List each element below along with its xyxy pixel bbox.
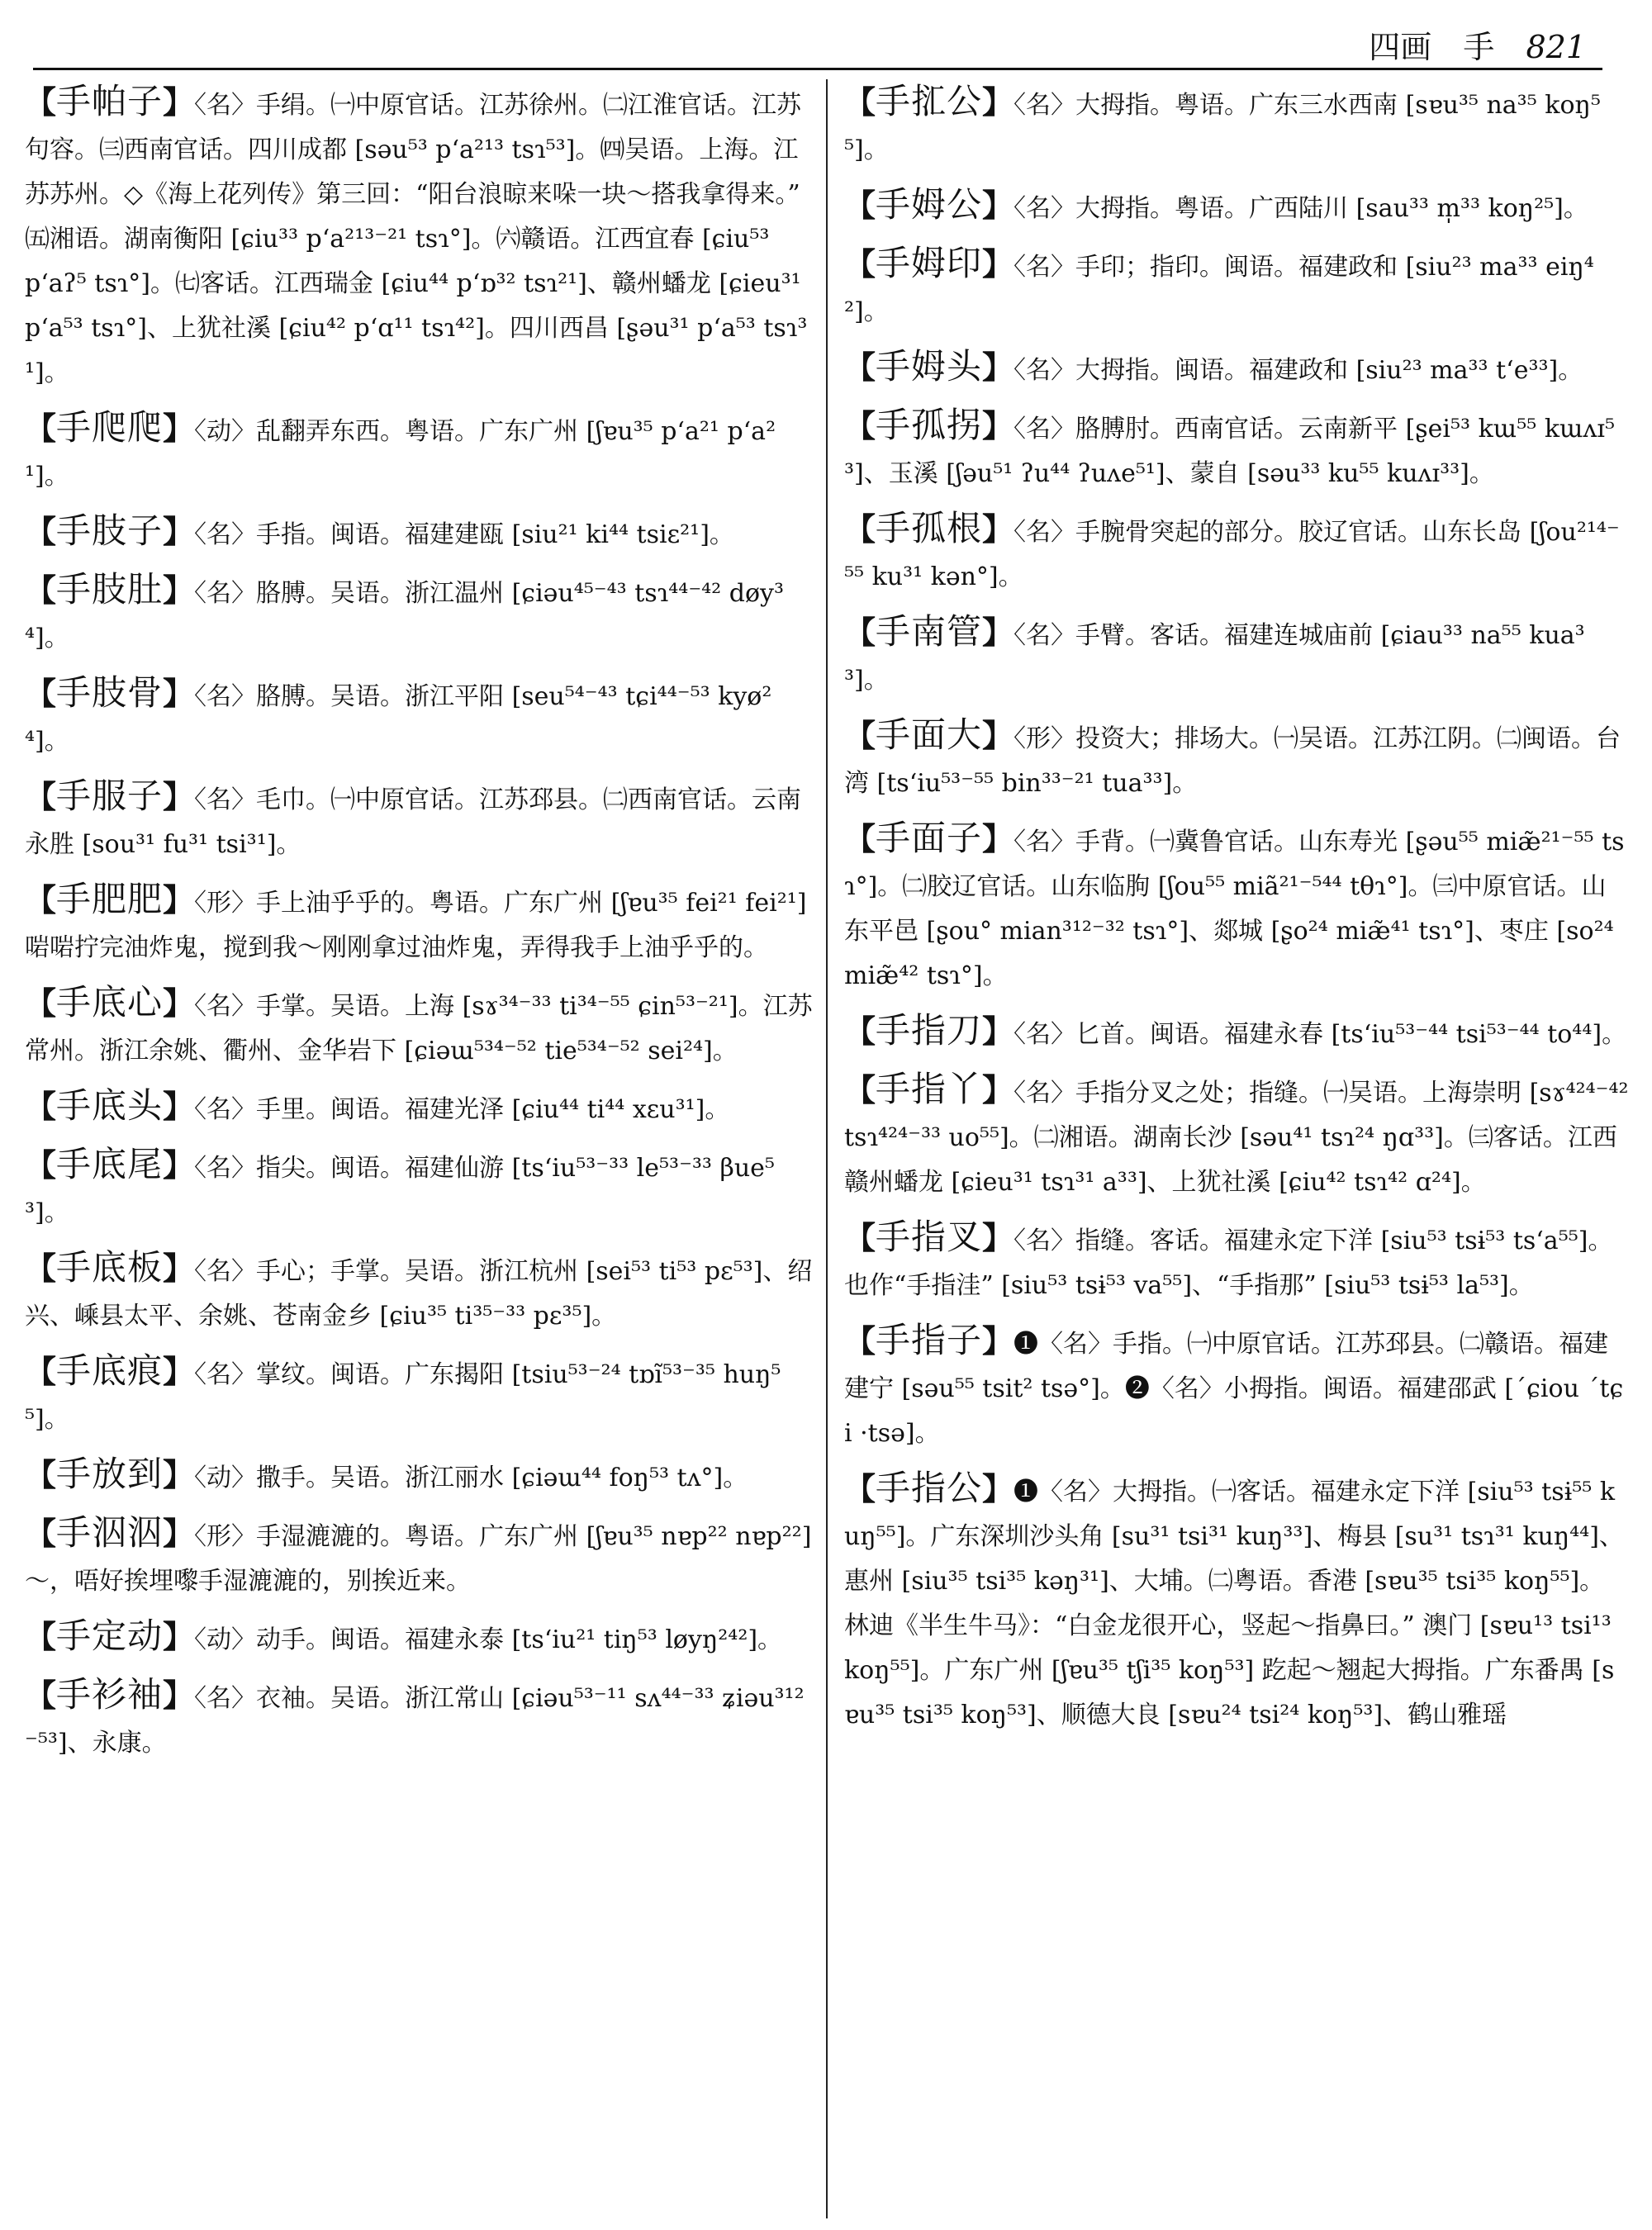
headword-bracket-close: 】 [982,187,1014,224]
headword-bracket-close: 】 [982,614,1014,651]
headword-bracket-open: 【 [844,187,876,224]
entry-headword: 手底痕 [56,1350,164,1391]
entry-headword: 手姆印 [876,243,983,283]
header-rule [33,68,1602,70]
entry-headword: 手底心 [56,982,164,1022]
entry-definition: 〈名〉大拇指。粤语。广东三水西南 [sɐu³⁵ na³⁵ koŋ⁵⁵]。 [844,91,1601,164]
headword-bracket-close: 】 [163,1456,195,1493]
headword-bracket-open: 【 [844,1322,876,1359]
dictionary-entry [844,183,1629,231]
headword-bracket-close: 】 [163,410,195,447]
entry-headword: 手肥肥 [56,879,164,919]
headword-bracket-close: 】 [163,1677,195,1714]
headword-bracket-open: 【 [25,1250,57,1287]
headword-bracket-close: 】 [982,349,1014,386]
headword-bracket-close: 】 [982,1071,1014,1108]
headword-bracket-close: 】 [982,1219,1014,1256]
dictionary-entry [844,610,1629,703]
entry-headword: 手面大 [876,714,983,755]
entry-definition: 〈形〉手上油乎乎的。粤语。广东广州 [ʃɐu³⁵ fei²¹ fei²¹] 啱啱拧完油炸鬼，搅到我～刚刚拿过油炸鬼，弄得我手上油乎乎的。 [25,889,807,962]
entry-definition: 〈名〉大拇指。粤语。广西陆川 [sau³³ m̩³³ koŋ²⁵]。 [1014,194,1588,223]
entry-definition: 〈名〉手掌。吴语。上海 [sɤ³⁴⁻³³ ti³⁴⁻⁵⁵ ɕin⁵³⁻²¹]。江苏常州。浙江余姚、衢州、金华岩下 [ɕiәɯ⁵³⁴⁻⁵² tie⁵³⁴⁻⁵² sei²⁴]。 [25,992,813,1065]
dictionary-entry [25,1511,814,1604]
headword-bracket-open: 【 [25,1146,57,1184]
headword-bracket-close: 】 [982,407,1014,444]
entry-definition: 〈动〉撒手。吴语。浙江丽水 [ɕiәɯ⁴⁴ foŋ⁵³ tʌ°]。 [194,1464,748,1492]
headword-bracket-close: 】 [163,513,195,550]
headword-bracket-close: 】 [982,245,1014,282]
entry-definition: 〈名〉手臂。客话。福建连城庙前 [ɕiau³³ na⁵⁵ kua³³]。 [844,621,1585,695]
entry-definition: 〈名〉手心；手掌。吴语。浙江杭州 [sei⁵³ ti⁵³ pɛ⁵³]、绍兴、嵊县太平、余姚、苍南金乡 [ɕiu³⁵ ti³⁵⁻³³ pɛ³⁵]。 [25,1257,813,1331]
headword-bracket-close: 】 [163,675,195,712]
headword-bracket-open: 【 [25,513,57,550]
dictionary-entry [844,79,1629,173]
dictionary-entry [25,980,814,1074]
dictionary-entry [25,1084,814,1132]
headword-bracket-open: 【 [25,1088,57,1125]
headword-bracket-open: 【 [25,1515,57,1552]
entry-definition: 〈动〉乱翻弄东西。粤语。广东广州 [ʃɐu³⁵ p‘a²¹ p‘a²¹]。 [25,417,776,491]
entry-headword: 手面子 [876,818,983,858]
page-number: 821 [1526,29,1586,65]
headword-bracket-close: 】 [163,985,195,1022]
right-column [844,79,1629,2218]
dictionary-entry [25,1672,814,1766]
entry-definition: 〈名〉大拇指。闽语。福建政和 [siu²³ ma³³ t‘e³³]。 [1014,356,1583,385]
dictionary-entry [844,1215,1629,1308]
entry-headword: 手指公 [876,1468,983,1508]
headword-bracket-open: 【 [25,1353,57,1390]
headword-bracket-close: 】 [982,820,1014,857]
headword-bracket-open: 【 [844,1013,876,1050]
dictionary-entry [25,671,814,764]
entry-definition: 〈动〉动手。闽语。福建永泰 [ts‘iu²¹ tiŋ⁵³ løyŋ²⁴²]。 [194,1625,783,1654]
entry-definition: 〈名〉胳膊肘。西南官话。云南新平 [ʂei⁵³ kɯ⁵⁵ kɯʌɪ⁵³]、玉溪 [ʃәu⁵¹ ʔu⁴⁴ ʔuʌe⁵¹]、蒙自 [sәu³³ ku⁵⁵ kuʌɪ³³]。 [844,415,1616,488]
headword-bracket-open: 【 [844,510,876,548]
headword-bracket-open: 【 [25,572,57,609]
dictionary-entry [25,1452,814,1501]
entry-headword: 手放到 [56,1454,164,1494]
entry-definition: 〈名〉衣袖。吴语。浙江常山 [ɕiәu⁵³⁻¹¹ sʌ⁴⁴⁻³³ ʑiәu³¹²⁻⁵³]、永康。 [25,1684,805,1758]
entry-headword: 手指丫 [876,1069,983,1109]
dictionary-entry [25,567,814,661]
headword-bracket-open: 【 [844,717,876,754]
entry-definition: ❶〈名〉手指。㈠中原官话。江苏邳县。㈡赣语。福建建宁 [sәu⁵⁵ tsit² tsә°]。❷〈名〉小拇指。闽语。福建邵武 [ˊɕiou ˊtɕi ·tsә]。 [844,1330,1624,1448]
headword-bracket-open: 【 [844,614,876,651]
entry-headword: 手底板 [56,1247,164,1288]
headword-bracket-close: 】 [163,1088,195,1125]
dictionary-entry [25,79,814,396]
headword-bracket-open: 【 [25,1677,57,1714]
entry-headword: 手底尾 [56,1144,164,1184]
headword-bracket-open: 【 [25,83,57,121]
entry-definition: 〈名〉胳膊。吴语。浙江平阳 [seu⁵⁴⁻⁴³ tɕi⁴⁴⁻⁵³ kyø²⁴]。 [25,682,772,756]
dictionary-entry [25,774,814,867]
entry-headword: 手南管 [876,611,983,652]
headword-bracket-close: 】 [982,1013,1014,1050]
dictionary-entry [25,1142,814,1236]
headword-bracket-open: 【 [844,1071,876,1108]
entry-definition: 〈名〉匕首。闽语。福建永春 [ts‘iu⁵³⁻⁴⁴ tsi⁵³⁻⁴⁴ to⁴⁴]。 [1014,1020,1627,1049]
dictionary-entry [844,1466,1629,1738]
entry-headword: 手指叉 [876,1217,983,1257]
dictionary-entry [844,506,1629,600]
entry-definition: 〈名〉掌纹。闽语。广东揭阳 [tsiu⁵³⁻²⁴ tɒĩ⁵³⁻³⁵ huŋ⁵⁵]。 [25,1360,781,1434]
entry-definition: 〈形〉投资大；排场大。㈠吴语。江苏江阴。㈡闽语。台湾 [ts‘iu⁵³⁻⁵⁵ bin³³⁻²¹ tua³³]。 [844,724,1621,798]
running-head [1347,21,1586,67]
head-character: 手 [1463,29,1495,65]
headword-bracket-close: 】 [163,1353,195,1390]
entry-headword: 手爬爬 [56,407,164,448]
headword-bracket-close: 】 [163,778,195,815]
entry-headword: 手孤根 [876,508,983,548]
headword-bracket-close: 】 [982,1322,1014,1359]
headword-bracket-open: 【 [25,675,57,712]
headword-bracket-close: 】 [163,881,195,918]
dictionary-entry [25,877,814,970]
entry-definition: 〈名〉手绢。㈠中原官话。江苏徐州。㈡江淮官话。江苏句容。㈢西南官话。四川成都 [sәu⁵³ p‘a²¹³ tsɿ⁵³]。㈣吴语。上海。江苏苏州。◇《海上花列传》第三回：“阳台浪晾来哚一块～搭我拿得来。” ㈤湘语。湖南衡阳 [ɕiu³³ p‘a²¹³⁻²¹ tsɿ°]。㈥赣语。江西宜春 [ɕiu⁵³ p‘aʔ⁵ tsɿ°]。㈦客话。江西瑞金 [ɕiu⁴⁴ p‘ɒ³² tsɿ²¹]、赣州蟠龙 [ɕieu³¹ p‘a⁵³ tsɿ°]、上犹社溪 [ɕiu⁴² p‘ɑ¹¹ tsɿ⁴²]。四川西昌 [ʂәu³¹ p‘a⁵³ tsɿ³¹]。 [25,91,808,387]
headword-bracket-open: 【 [25,1618,57,1655]
entry-headword: 手定动 [56,1616,164,1656]
entry-headword: 手姆公 [876,184,983,225]
headword-bracket-open: 【 [844,407,876,444]
left-column [25,79,814,2218]
headword-bracket-close: 】 [982,717,1014,754]
entry-definition: 〈名〉手印；指印。闽语。福建政和 [siu²³ ma³³ eiŋ⁴²]。 [844,253,1594,326]
headword-bracket-close: 】 [163,83,195,121]
dictionary-entry [25,406,814,499]
entry-definition: 〈名〉手指。闽语。福建建瓯 [siu²¹ ki⁴⁴ tsiɛ²¹]。 [194,520,734,549]
column-divider [826,79,828,2218]
dictionary-entry [844,1067,1629,1205]
entry-headword: 手指刀 [876,1010,983,1051]
dictionary-entry [844,713,1629,806]
headword-bracket-close: 】 [163,1618,195,1655]
headword-bracket-close: 】 [982,1470,1014,1507]
entry-headword: 手帕子 [56,81,164,121]
entry-headword: 手孤拐 [876,405,983,445]
headword-bracket-close: 】 [163,572,195,609]
headword-bracket-open: 【 [25,1456,57,1493]
headword-bracket-close: 】 [982,510,1014,548]
headword-bracket-open: 【 [844,820,876,857]
entry-headword: 手姆头 [876,346,983,387]
entry-headword: 手肢子 [56,510,164,551]
dictionary-entry [25,1349,814,1442]
entry-definition: 〈名〉手里。闽语。福建光泽 [ɕiu⁴⁴ ti⁴⁴ xɛu³¹]。 [194,1095,730,1124]
entry-headword: 手肢肚 [56,569,164,610]
entry-definition: 〈形〉手湿漉漉的。粤语。广东广州 [ʃɐu³⁵ nɐp²² nɐp²²]～，唔好挨埋嚟手湿漉漉的，别挨近来。 [25,1522,812,1596]
entry-headword: 手肢骨 [56,672,164,713]
entry-headword: 手衫袖 [56,1674,164,1715]
entry-definition: ❶〈名〉大拇指。㈠客话。福建永定下洋 [siu⁵³ tsɨ⁵⁵ kuŋ⁵⁵]。广东深圳沙头角 [su³¹ tsi³¹ kuŋ³³]、梅县 [su³¹ tsɿ³¹ kuŋ⁴⁴]、惠州 [siu³⁵ tsi³⁵ kәŋ³¹]、大埔。㈡粤语。香港 [sɐu³⁵ tsi³⁵ koŋ⁵⁵]。林迪《半生牛马》：“白金龙很开心，竖起～指鼻曰。” 澳门 [sɐu¹³ tsi¹³ koŋ⁵⁵]。广东广州 [ʃɐu³⁵ tʃi³⁵ koŋ⁵³] 趷起～翘起大拇指。广东番禺 [sɐu³⁵ tsi³⁵ koŋ⁵³]、顺德大良 [sɐu²⁴ tsi²⁴ koŋ⁵³]、鹤山雅瑶 [844,1478,1624,1729]
section-label: 四画 [1369,29,1432,65]
entry-definition: 〈名〉手指分叉之处；指缝。㈠吴语。上海崇明 [sɤ⁴²⁴⁻⁴² tsɿ⁴²⁴⁻³³ uo⁵⁵]。㈡湘语。湖南长沙 [sәu⁴¹ tsɿ²⁴ ŋɑ³³]。㈢客话。江西赣州蟠龙 [ɕieu³¹ tsɿ³¹ a³³]、上犹社溪 [ɕiu⁴² tsɿ⁴² ɑ²⁴]。 [844,1079,1629,1197]
entry-headword: 手服子 [56,776,164,816]
headword-bracket-close: 】 [163,1146,195,1184]
dictionary-entry [844,816,1629,999]
headword-bracket-close: 】 [163,1250,195,1287]
headword-bracket-open: 【 [844,245,876,282]
entry-definition: 〈名〉手腕骨突起的部分。胶辽官话。山东长岛 [ʃou²¹⁴⁻⁵⁵ ku³¹ kәn°]。 [844,518,1620,591]
dictionary-entry [25,1614,814,1663]
entry-headword: 手底头 [56,1085,164,1126]
headword-bracket-open: 【 [25,881,57,918]
entry-definition: 〈名〉手背。㈠冀鲁官话。山东寿光 [ʂәu⁵⁵ miæ̃²¹⁻⁵⁵ tsɿ°]。㈡胶辽官话。山东临朐 [ʃou⁵⁵ miã²¹⁻⁵⁴⁴ tθɿ°]。㈢中原官话。山东平邑 [ʂou° mian³¹²⁻³² tsɿ°]、郯城 [ʂo²⁴ miæ̃⁴¹ tsɿ°]、枣庄 [so²⁴ miæ̃⁴² tsɿ°]。 [844,828,1625,990]
dictionary-entry [844,1008,1629,1057]
headword-bracket-open: 【 [844,1219,876,1256]
dictionary-entry [844,403,1629,496]
entry-headword: 手泅泅 [56,1512,164,1553]
dictionary-entry [844,1318,1629,1456]
entry-definition: 〈名〉指缝。客话。福建永定下洋 [siu⁵³ tsɨ⁵³ ts‘a⁵⁵]。也作“手指洼” [siu⁵³ tsɨ⁵³ va⁵⁵]、“手指那” [siu⁵³ tsɨ⁵³ la⁵³]。 [844,1226,1613,1300]
headword-bracket-open: 【 [25,410,57,447]
page-header [33,15,1602,66]
entry-definition: 〈名〉指尖。闽语。福建仙游 [ts‘iu⁵³⁻³³ le⁵³⁻³³ βue⁵³]。 [25,1154,775,1227]
entry-definition: 〈名〉胳膊。吴语。浙江温州 [ɕiәu⁴⁵⁻⁴³ tsɿ⁴⁴⁻⁴² døy³⁴]。 [25,579,784,652]
dictionary-entry [25,509,814,558]
headword-bracket-open: 【 [844,83,876,121]
entry-headword: 手指子 [876,1320,983,1360]
dictionary-entry [844,241,1629,334]
headword-bracket-open: 【 [844,349,876,386]
headword-bracket-open: 【 [25,985,57,1022]
dictionary-entry [844,344,1629,393]
entry-definition: 〈名〉毛巾。㈠中原官话。江苏邳县。㈡西南官话。云南永胜 [sou³¹ fu³¹ tsi³¹]。 [25,785,802,859]
headword-bracket-open: 【 [844,1470,876,1507]
headword-bracket-close: 】 [163,1515,195,1552]
headword-bracket-open: 【 [25,778,57,815]
headword-bracket-close: 】 [982,83,1014,121]
dictionary-entry [25,1245,814,1339]
entry-headword: 手㧟公 [876,81,983,121]
